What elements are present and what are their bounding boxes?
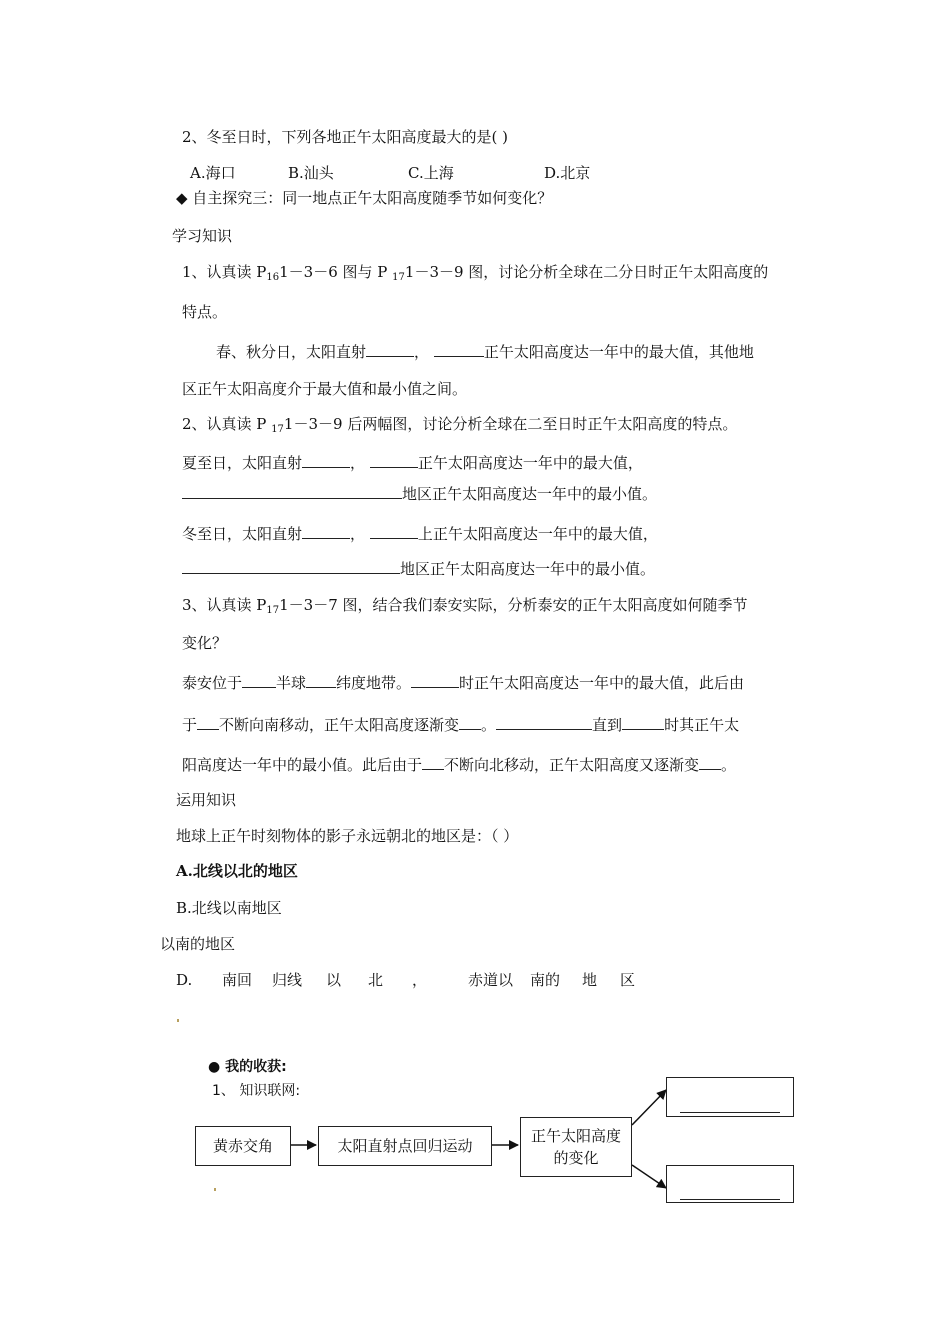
- option-a: A.海口: [190, 164, 236, 182]
- summer-solstice-line-2: 地区正午太阳高度达一年中的最小值。: [182, 482, 657, 504]
- speck: [214, 1188, 216, 1191]
- item-3-line-1: 3、认真读 $P_{17}1-3-7$ 图，结合我们泰安实际，分析泰安的正午太阳高度如何随季节: [182, 596, 748, 616]
- item-2-line-1: 2、认真读 P $_{17}$1－3－9 后两幅图，讨论分析全球在二至日时正午太阳高度的特点。: [182, 415, 738, 435]
- apply-option-a: A.北线以北的地区: [176, 862, 298, 880]
- blank-box-bottom[interactable]: [666, 1165, 794, 1203]
- taian-line-2: 于 不断向南移动，正午太阳高度逐渐变 。 直到 时其正午太: [182, 713, 739, 735]
- taian-line-3: 阳高度达一年中的最小值。此后由于 不断向北移动，正午太阳高度又逐渐变 。: [182, 753, 736, 775]
- blank-box-top[interactable]: [666, 1077, 794, 1117]
- item-1-line-2: 特点。: [182, 303, 228, 321]
- blank[interactable]: [680, 1096, 780, 1113]
- summer-solstice-line: 夏至日，太阳直射 ， 正午太阳高度达一年中的最大值，: [182, 451, 643, 473]
- apply-option-d: D. 南回 归线 以 北 ， 赤道以 南的 地 区: [176, 971, 636, 989]
- option-c: C.上海: [408, 164, 454, 182]
- apply-question: 地球上正午时刻物体的影子永远朝北的地区是：（ ）: [176, 827, 519, 845]
- taian-line-1: 泰安位于 半球 纬度地带。 时正午太阳高度达一年中的最大值，此后由: [182, 671, 744, 693]
- knowledge-network-label: 1、 知识联网:: [212, 1083, 301, 1099]
- equinox-line: 春、秋分日，太阳直射 ， 正午太阳高度达一年中的最大值，其他地: [216, 340, 754, 362]
- blank[interactable]: [680, 1183, 780, 1200]
- learn-label: 学习知识: [172, 227, 233, 245]
- apply-label: 运用知识: [176, 791, 237, 809]
- winter-solstice-line-2: 地区正午太阳高度达一年中的最小值。: [182, 557, 655, 579]
- box-subsolar-migration: 太阳直射点回归运动: [318, 1126, 492, 1166]
- equinox-line-2: 区正午太阳高度介于最大值和最小值之间。: [182, 380, 468, 398]
- question-2-stem: 2、冬至日时，下列各地正午太阳高度最大的是( ): [182, 128, 509, 146]
- option-d: D.北京: [544, 164, 591, 182]
- box-noon-altitude-change: 正午太阳高度的变化: [520, 1117, 632, 1177]
- apply-option-b: B.北线以南地区: [176, 899, 282, 917]
- explore-3-heading: ◆ 自主探究三：同一地点正午太阳高度随季节如何变化？: [176, 189, 553, 207]
- item-3-line-2: 变化？: [182, 634, 228, 652]
- harvest-heading: ● 我的收获:: [208, 1059, 287, 1075]
- arrow-up: [632, 1090, 666, 1125]
- apply-option-c: 以南的地区: [160, 935, 236, 953]
- arrow-down: [632, 1165, 666, 1188]
- box-obliquity: 黄赤交角: [195, 1126, 291, 1166]
- winter-solstice-line: 冬至日，太阳直射 ， 上正午太阳高度达一年中的最大值，: [182, 522, 658, 544]
- item-1-line-1: 1、认真读 $P_{16}1-3-6$ 图与 P $_{17}$1－3－9 图，讨论分析全球在二分日时正午太阳高度的: [182, 263, 769, 283]
- option-b: B.汕头: [288, 164, 334, 182]
